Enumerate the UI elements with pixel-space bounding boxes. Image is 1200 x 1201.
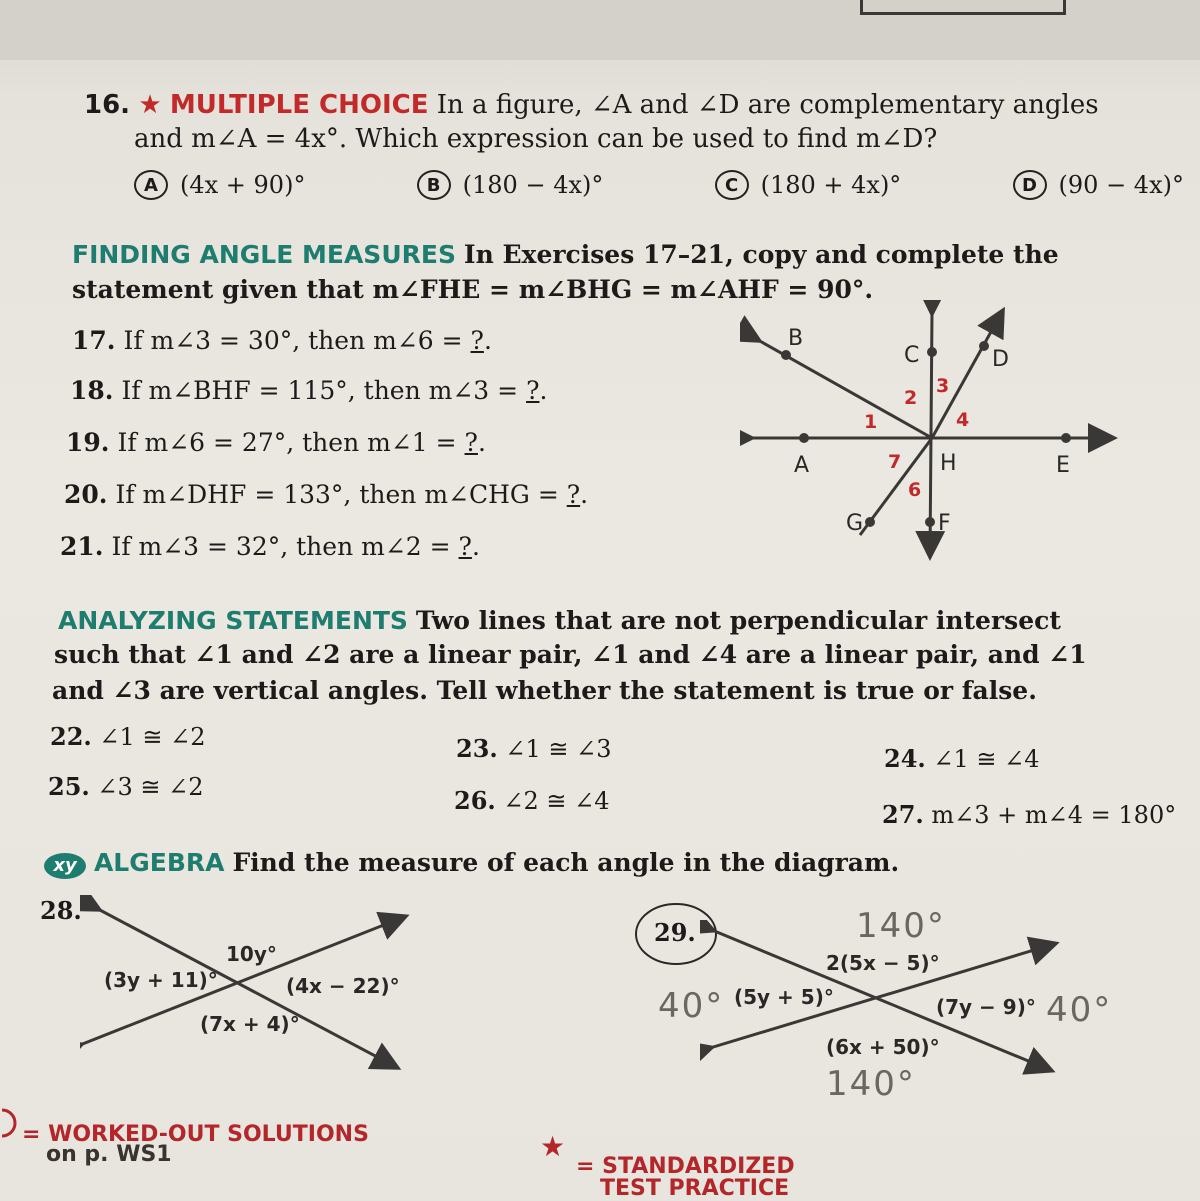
choice-a[interactable]: A (4x + 90)°	[134, 170, 305, 200]
algebra-tag: ALGEBRA	[93, 848, 225, 877]
angle-label-1: 1	[864, 411, 878, 433]
top-band	[0, 0, 1200, 60]
q16-text-1: In a figure, ∠A and ∠D are complementary angles	[436, 90, 1099, 120]
exercise-21: 21. If m∠3 = 32°, then m∠2 = ?.	[60, 532, 480, 561]
exercise-27: 27. m∠3 + m∠4 = 180°	[882, 800, 1177, 829]
finding-text-2: statement given that m∠FHE = m∠BHG = m∠AHF = 90°.	[72, 275, 874, 304]
q16-number: 16.	[84, 90, 131, 120]
worked-solutions-sub: on p. WS1	[46, 1142, 172, 1167]
label-c: C	[904, 343, 920, 368]
label-a: A	[794, 453, 810, 478]
analyzing-tag: ANALYZING STATEMENTS	[58, 606, 408, 635]
q16-choices	[134, 170, 1184, 200]
problem-28-number: 28.	[40, 896, 82, 925]
exercise-24: 24. ∠1 ≅ ∠4	[884, 744, 1040, 773]
label-4x-22: (4x − 22)°	[286, 974, 400, 998]
choice-b[interactable]: B (180 − 4x)°	[417, 170, 604, 200]
exercise-18: 18. If m∠BHF = 115°, then m∠3 = ?.	[70, 376, 548, 405]
standardized-label-2: TEST PRACTICE	[600, 1176, 790, 1201]
analyzing-text-1: Two lines that are not perpendicular intersect	[415, 606, 1061, 635]
analyzing-text-3: and ∠3 are vertical angles. Tell whether the statement is true or false.	[52, 676, 1037, 705]
label-7y-9: (7y − 9)°	[936, 995, 1036, 1019]
analyzing-text-2: such that ∠1 and ∠2 are a linear pair, ∠1 and ∠4 are a linear pair, and ∠1	[54, 640, 1087, 669]
label-7x-4: (7x + 4)°	[200, 1012, 300, 1036]
point-b	[781, 350, 791, 360]
exercise-26: 26. ∠2 ≅ ∠4	[454, 786, 610, 815]
answer-blank: ?	[458, 532, 472, 561]
problem-29-number: 29.	[654, 918, 696, 947]
answer-blank: ?	[566, 480, 581, 509]
point-d	[979, 341, 989, 351]
point-a	[799, 433, 809, 443]
angle-label-2: 2	[904, 387, 918, 409]
q16-tag: MULTIPLE CHOICE	[169, 90, 429, 120]
top-box	[860, 0, 1066, 15]
answer-blank: ?	[464, 428, 478, 457]
point-e	[1061, 433, 1071, 443]
finding-tag: FINDING ANGLE MEASURES	[72, 240, 456, 269]
choice-d[interactable]: D (90 − 4x)°	[1013, 170, 1184, 200]
standardized-label-1: = STANDARDIZED	[576, 1154, 795, 1179]
exercise-22: 22. ∠1 ≅ ∠2	[50, 722, 206, 751]
angle-label-7: 7	[888, 451, 902, 473]
label-b: B	[788, 326, 804, 351]
xy-badge-icon: xy	[44, 853, 86, 879]
label-g: G	[846, 511, 864, 536]
handwritten-right: 40°	[1046, 990, 1113, 1030]
label-d: D	[992, 347, 1009, 372]
algebra-header	[44, 848, 899, 879]
angle-label-6: 6	[908, 479, 922, 501]
label-f: F	[938, 511, 951, 536]
exercise-19: 19. If m∠6 = 27°, then m∠1 = ?.	[66, 428, 486, 457]
q16-line1	[84, 90, 1099, 120]
diagram-28	[80, 895, 420, 1075]
angle-label-4: 4	[956, 409, 970, 431]
star-icon-footer: ★	[540, 1130, 566, 1163]
star-icon: ★	[138, 90, 162, 120]
worked-solutions-label: = WORKED-OUT SOLUTIONS	[22, 1122, 369, 1147]
finding-text-1: In Exercises 17–21, copy and complete the	[463, 240, 1059, 269]
handwritten-bottom: 140°	[826, 1064, 916, 1104]
angle-label-3: 3	[936, 375, 950, 397]
finding-header	[72, 240, 1059, 269]
answer-blank: ?	[526, 376, 540, 405]
point-f	[925, 517, 935, 527]
label-h: H	[940, 451, 957, 476]
point-g	[865, 517, 875, 527]
label-3y-11: (3y + 11)°	[104, 968, 218, 992]
algebra-instruction: Find the measure of each angle in the diagram.	[232, 848, 900, 877]
label-e: E	[1056, 453, 1070, 478]
worked-solutions-icon	[0, 1108, 20, 1138]
answer-blank: ?	[470, 326, 484, 355]
handwritten-top: 140°	[856, 906, 946, 946]
analyzing-header	[58, 606, 1061, 635]
label-5y-5: (5y + 5)°	[734, 985, 834, 1009]
point-c	[927, 347, 937, 357]
label-2-5x-5: 2(5x − 5)°	[826, 951, 940, 975]
exercise-25: 25. ∠3 ≅ ∠2	[48, 772, 204, 801]
handwritten-left: 40°	[658, 986, 725, 1026]
choice-c[interactable]: C (180 + 4x)°	[715, 170, 902, 200]
q16-text-2: and m∠A = 4x°. Which expression can be used to find m∠D?	[134, 124, 938, 154]
exercise-17: 17. If m∠3 = 30°, then m∠6 = ?.	[72, 326, 492, 355]
exercise-20: 20. If m∠DHF = 133°, then m∠CHG = ?.	[64, 480, 589, 509]
angle-diagram	[740, 300, 1130, 570]
label-10y: 10y°	[226, 942, 277, 966]
label-6x-50: (6x + 50)°	[826, 1035, 940, 1059]
exercise-23: 23. ∠1 ≅ ∠3	[456, 734, 612, 763]
